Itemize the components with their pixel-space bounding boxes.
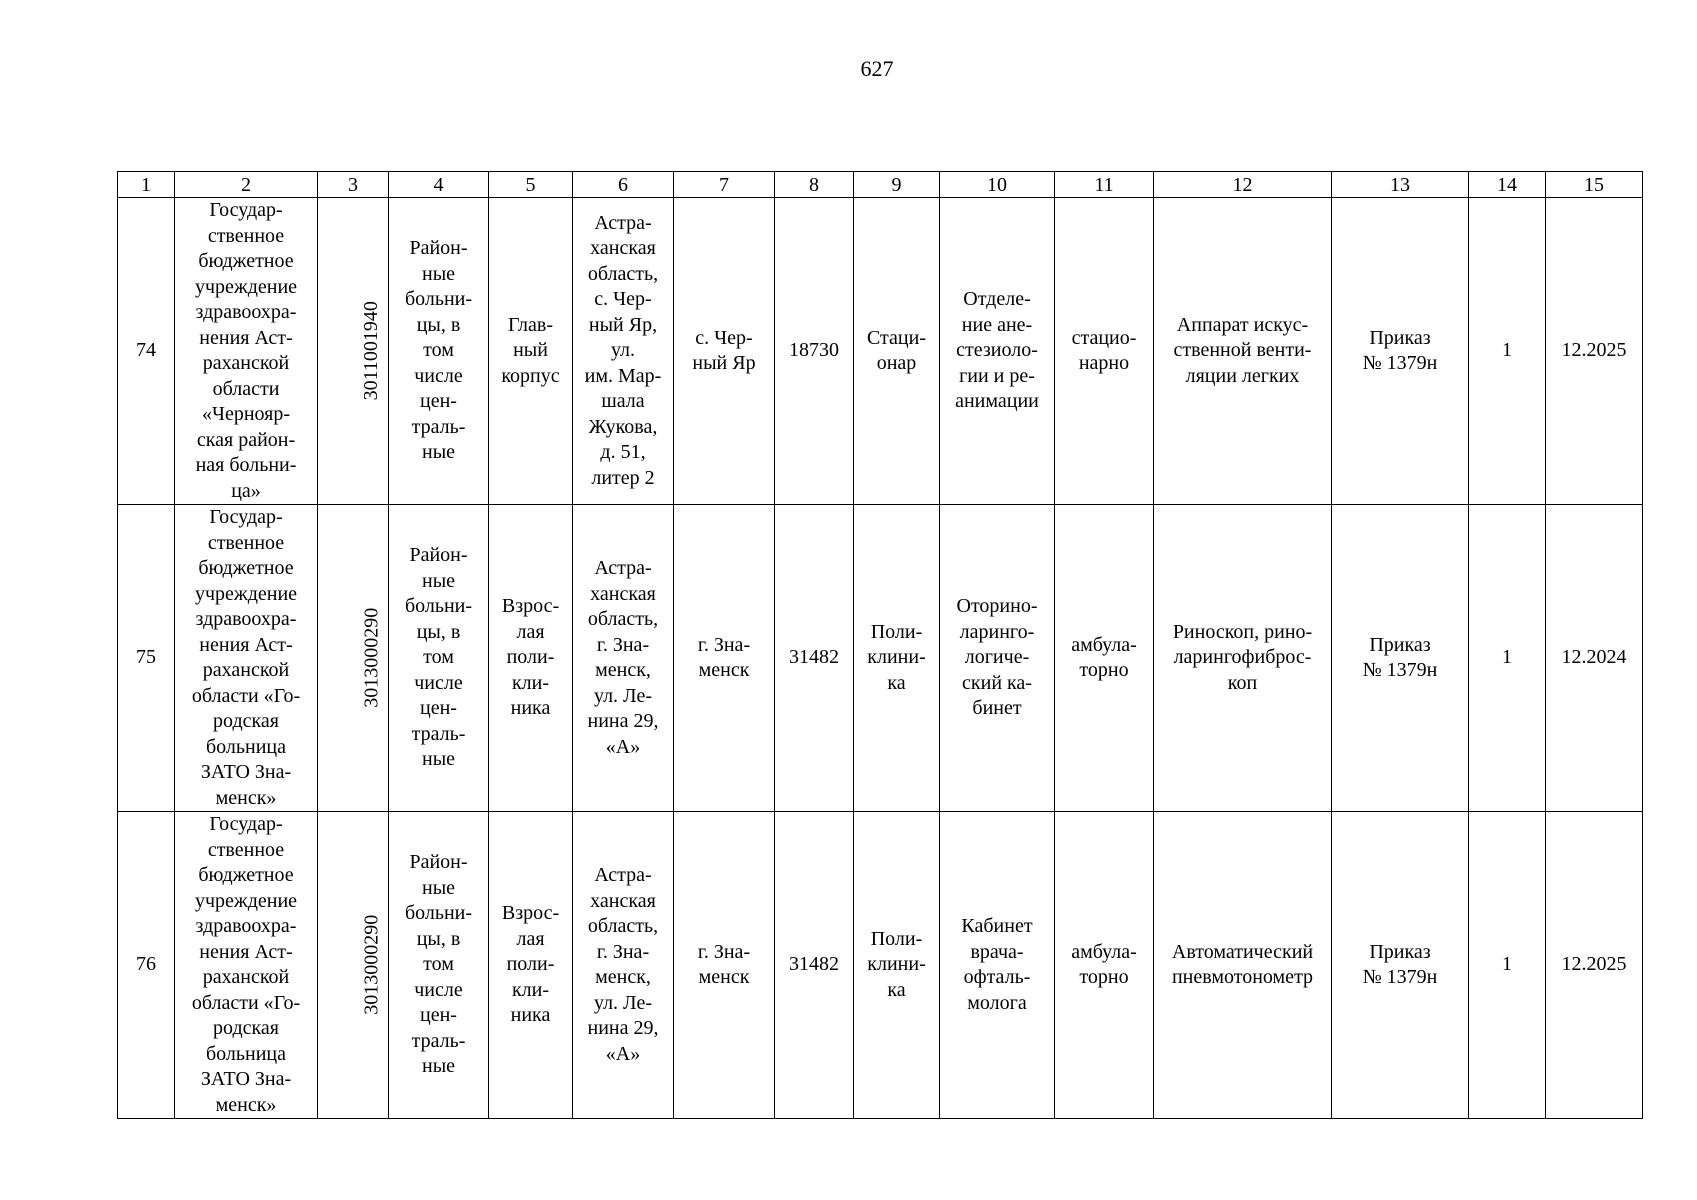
row-number-cell: 76 [118,812,175,1119]
code-text: 3011001940 [359,301,382,401]
code-cell [318,505,389,812]
department-cell: Кабинет врача- офталь- молога [940,812,1055,1119]
care-type-cell: Поли- клини- ка [854,505,940,812]
conditions-cell: амбула- торно [1055,812,1154,1119]
header-row [118,172,1643,198]
care-type-cell: Поли- клини- ка [854,812,940,1119]
quantity-cell: 1 [1469,812,1546,1119]
column-header-2: 2 [175,172,318,198]
population-cell: 31482 [775,812,854,1119]
department-cell: Отделе- ние ане- стезиоло- гии и ре- анимации [940,198,1055,505]
row-number-cell: 74 [118,198,175,505]
conditions-cell: амбула- торно [1055,505,1154,812]
care-type-cell: Стаци- онар [854,198,940,505]
address-cell: Астра- ханская область, с. Чер- ный Яр, ул. им. Мар- шала Жукова, д. 51, литер 2 [573,198,674,505]
column-header-14: 14 [1469,172,1546,198]
code-text: 3013000290 [360,608,383,708]
table-row [118,505,1643,812]
quantity-cell: 1 [1469,198,1546,505]
locality-cell: г. Зна- менск [674,812,775,1119]
code-cell [318,198,389,505]
page-number: 627 [860,56,894,81]
address-cell: Астра- ханская область, г. Зна- менск, ул. Ле- нина 29, «А» [573,505,674,812]
column-header-8: 8 [775,172,854,198]
quantity-cell: 1 [1469,505,1546,812]
column-header-1: 1 [118,172,175,198]
conditions-cell: стацио- нарно [1055,198,1154,505]
type-cell: Район- ные больни- цы, в том числе цен- траль- ные [389,198,489,505]
type-cell: Район- ные больни- цы, в том числе цен- траль- ные [389,812,489,1119]
column-header-7: 7 [674,172,775,198]
row-number-cell: 75 [118,505,175,812]
equipment-cell: Риноскоп, рино- ларингофиброс- коп [1154,505,1332,812]
building-cell: Взрос- лая поли- кли- ника [489,505,573,812]
column-header-4: 4 [389,172,489,198]
table-row [118,198,1643,505]
population-cell: 31482 [775,505,854,812]
column-header-5: 5 [489,172,573,198]
order-cell: Приказ № 1379н [1332,505,1469,812]
date-cell: 12.2025 [1546,812,1643,1119]
column-header-6: 6 [573,172,674,198]
column-header-13: 13 [1332,172,1469,198]
column-header-3: 3 [318,172,389,198]
type-cell: Район- ные больни- цы, в том числе цен- траль- ные [389,505,489,812]
order-cell: Приказ № 1379н [1332,812,1469,1119]
column-header-15: 15 [1546,172,1643,198]
column-header-12: 12 [1154,172,1332,198]
equipment-table [117,171,1643,1119]
table-row [118,812,1643,1119]
department-cell: Оторино- ларинго- логиче- ский ка- бинет [940,505,1055,812]
order-cell: Приказ № 1379н [1332,198,1469,505]
organization-cell: Государ- ственное бюджетное учреждение здравоохра- нения Аст- раханской области «Чернояр- ская район- ная больни- ца» [175,198,318,505]
locality-cell: с. Чер- ный Яр [674,198,775,505]
population-cell: 18730 [775,198,854,505]
organization-cell: Государ- ственное бюджетное учреждение здравоохра- нения Аст- раханской области «Го- родская больница ЗАТО Зна- менск» [175,505,318,812]
date-cell: 12.2025 [1546,198,1643,505]
column-header-11: 11 [1055,172,1154,198]
code-cell [318,812,389,1119]
equipment-cell: Автоматический пневмотонометр [1154,812,1332,1119]
code-text: 3013000290 [360,915,383,1015]
locality-cell: г. Зна- менск [674,505,775,812]
address-cell: Астра- ханская область, г. Зна- менск, ул. Ле- нина 29, «А» [573,812,674,1119]
building-cell: Глав- ный корпус [489,198,573,505]
date-cell: 12.2024 [1546,505,1643,812]
organization-cell: Государ- ственное бюджетное учреждение здравоохра- нения Аст- раханской области «Го- родская больница ЗАТО Зна- менск» [175,812,318,1119]
building-cell: Взрос- лая поли- кли- ника [489,812,573,1119]
equipment-cell: Аппарат искус- ственной венти- ляции легких [1154,198,1332,505]
column-header-10: 10 [940,172,1055,198]
column-header-9: 9 [854,172,940,198]
